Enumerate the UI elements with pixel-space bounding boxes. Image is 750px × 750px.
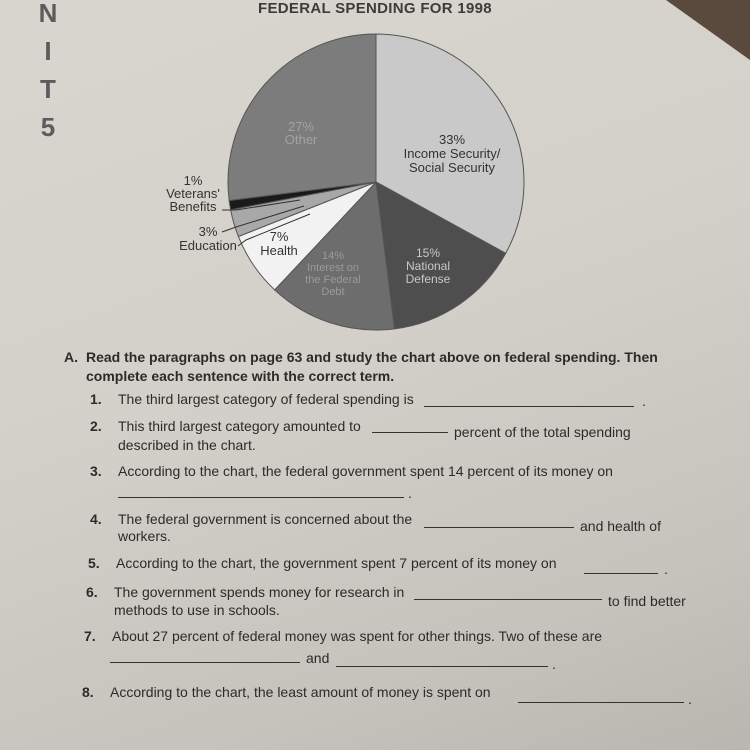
- question-text: This third largest category amounted to: [118, 418, 361, 434]
- slice-label: 3% Education: [179, 224, 237, 253]
- question-number: 5.: [88, 555, 100, 571]
- slice-label: 1% Veterans' Benefits: [166, 173, 220, 214]
- slice-label: 27% Other: [284, 119, 318, 147]
- question-tail: .: [408, 485, 412, 501]
- answer-blank[interactable]: [336, 654, 548, 667]
- slice-label: 7% Health: [260, 229, 298, 258]
- question-number: 8.: [82, 684, 94, 700]
- unit-letter: 5: [40, 112, 56, 142]
- question-tail: .: [688, 691, 692, 707]
- question-continuation: methods to use in schools.: [114, 602, 280, 618]
- question-continuation: described in the chart.: [118, 437, 256, 453]
- question-4: [90, 511, 710, 547]
- answer-blank[interactable]: [584, 561, 658, 574]
- question-text: About 27 percent of federal money was spent for other things. Two of these are: [112, 628, 603, 644]
- question-tail: to find better: [608, 593, 686, 609]
- question-tail: .: [664, 561, 668, 577]
- question-text: The third largest category of federal spending is: [118, 391, 414, 407]
- question-number: 2.: [90, 418, 102, 434]
- instructions-text: Read the paragraphs on page 63 and study the chart above on federal spending. Then complete each sentence with the correct term.: [86, 349, 658, 384]
- question-7: [84, 628, 714, 672]
- question-8: [82, 684, 712, 708]
- slice-label: 14% Interest on the Federal Debt: [305, 250, 361, 298]
- question-2: [90, 418, 710, 454]
- question-text: According to the chart, the federal government spent 14 percent of its money on: [118, 463, 613, 479]
- question-number: 4.: [90, 511, 102, 527]
- question-number: 3.: [90, 463, 102, 479]
- question-1: [90, 391, 710, 411]
- question-end: .: [552, 656, 556, 672]
- slice-label: 15% National Defense: [405, 246, 451, 286]
- answer-blank[interactable]: [372, 420, 448, 433]
- answer-blank[interactable]: [518, 690, 684, 703]
- unit-letter: T: [40, 74, 56, 104]
- answer-blank[interactable]: [118, 485, 404, 498]
- answer-blank[interactable]: [424, 394, 634, 407]
- unit-letter: N: [38, 0, 58, 28]
- question-text: The government spends money for research in: [114, 584, 405, 600]
- pie-chart: [0, 0, 750, 345]
- question-tail: and: [306, 650, 330, 666]
- pie-slice: [228, 34, 376, 201]
- question-number: 7.: [84, 628, 96, 644]
- answer-blank[interactable]: [414, 587, 602, 600]
- question-tail: percent of the total spending: [454, 424, 631, 440]
- question-number: 6.: [86, 584, 98, 600]
- question-text: According to the chart, the least amount of money is spent on: [110, 684, 491, 700]
- chart-title: FEDERAL SPENDING FOR 1998: [258, 0, 492, 17]
- slice-label: 33% Income Security/ Social Security: [403, 132, 501, 175]
- answer-blank[interactable]: [110, 650, 300, 663]
- question-number: 1.: [90, 391, 102, 407]
- question-6: [86, 584, 716, 620]
- question-tail: .: [642, 393, 646, 409]
- question-5: [88, 555, 708, 579]
- unit-letter: I: [44, 36, 52, 66]
- instructions: [64, 348, 704, 386]
- question-3: [90, 463, 710, 503]
- section-letter: A.: [64, 349, 78, 365]
- question-text: According to the chart, the government spent 7 percent of its money on: [116, 555, 557, 571]
- answer-blank[interactable]: [424, 515, 574, 528]
- question-tail: and health of: [580, 518, 661, 534]
- question-text: The federal government is concerned about the: [118, 511, 413, 527]
- question-continuation: workers.: [118, 528, 171, 544]
